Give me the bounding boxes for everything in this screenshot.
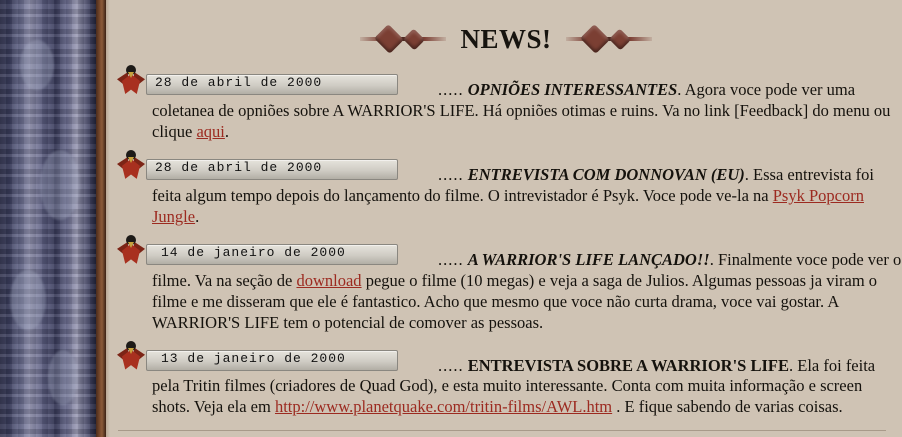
news-text-part: . E fique sabendo de varias coisas. — [612, 397, 843, 417]
news-date-plate — [146, 350, 398, 371]
main-content — [110, 0, 902, 437]
news-date-plate — [146, 244, 398, 265]
phoenix-bird-icon — [116, 62, 146, 96]
news-date: 28 de abril de 2000 — [155, 75, 323, 90]
news-date-plate — [146, 159, 398, 180]
news-text-part: . Essa entrevista foi feita algum tempo depois do lançamento do filme. O intrevistador é Psyk. Voce pode ve-la na — [152, 164, 875, 205]
news-text-part: . Ela foi feita pela Tritin filmes (criadores de Quad God), e esta muito interessante. Conta com muita informação e screen shots. Veja ela em — [152, 355, 876, 417]
phoenix-bird-icon — [116, 147, 146, 181]
border-edge-wood — [96, 0, 106, 437]
news-text-part: pegue o filme (10 megas) e veja a saga de Julios. Algumas pessoas ja viram o filme e me disseram que ele é fantastico. Acho que mesmo que voce não curta drama, voce vai gostar. A WARRIOR'S LIFE tem o potencial de comover as pessoas. — [152, 270, 878, 332]
news-headline: A WARRIOR'S LIFE LANÇADO!! — [467, 249, 710, 269]
news-text-part: . — [224, 121, 229, 141]
link-download[interactable]: download — [296, 270, 362, 290]
decorative-left-border — [0, 0, 96, 437]
news-headline: ENTREVISTA SOBRE A WARRIOR'S LIFE — [467, 355, 789, 375]
phoenix-bird-icon — [116, 338, 146, 372]
news-date: 28 de abril de 2000 — [155, 159, 323, 175]
lead-dots: ..... — [438, 80, 464, 99]
phoenix-bird-icon — [116, 232, 146, 266]
lead-dots: ..... — [438, 164, 464, 184]
news-date-plate — [146, 74, 398, 95]
border-blot — [40, 150, 80, 220]
link-tritin-films[interactable]: http://www.planetquake.com/tritin-films/AWL.htm — [274, 397, 613, 417]
bottom-divider — [118, 430, 886, 431]
border-blot — [10, 270, 46, 330]
news-text-part: . Finalmente voce pode ver o filme. Va na seção de — [152, 249, 902, 290]
border-blot — [20, 40, 54, 90]
news-date: 14 de janeiro de 2000 — [161, 244, 346, 260]
border-blot — [48, 350, 78, 405]
link-aqui[interactable]: aqui — [196, 121, 225, 141]
news-item — [110, 72, 902, 143]
news-headline: ENTREVISTA COM DONNOVAN (EU) — [467, 164, 745, 184]
lead-dots: ..... — [438, 249, 464, 269]
news-headline: OPNIÕES INTERESSANTES — [467, 80, 678, 99]
news-text-part: . — [195, 206, 200, 226]
diamond-ornament-icon — [360, 26, 446, 52]
news-item — [110, 157, 902, 228]
news-item — [110, 348, 902, 419]
news-list — [110, 72, 902, 418]
news-header — [110, 0, 902, 70]
diamond-ornament-icon — [566, 26, 652, 52]
page-title: NEWS! — [460, 23, 552, 54]
link-psyk-popcorn-jungle[interactable]: Psyk Popcorn Jungle — [152, 185, 864, 226]
lead-dots: ..... — [438, 355, 464, 375]
news-text-part: . Agora voce pode ver uma coletanea de opniões sobre A WARRIOR'S LIFE. Há opniões otimas e ruins. Va no link [Feedback] do menu ou clique — [152, 80, 891, 141]
news-item — [110, 242, 902, 334]
news-date: 13 de janeiro de 2000 — [161, 350, 346, 366]
